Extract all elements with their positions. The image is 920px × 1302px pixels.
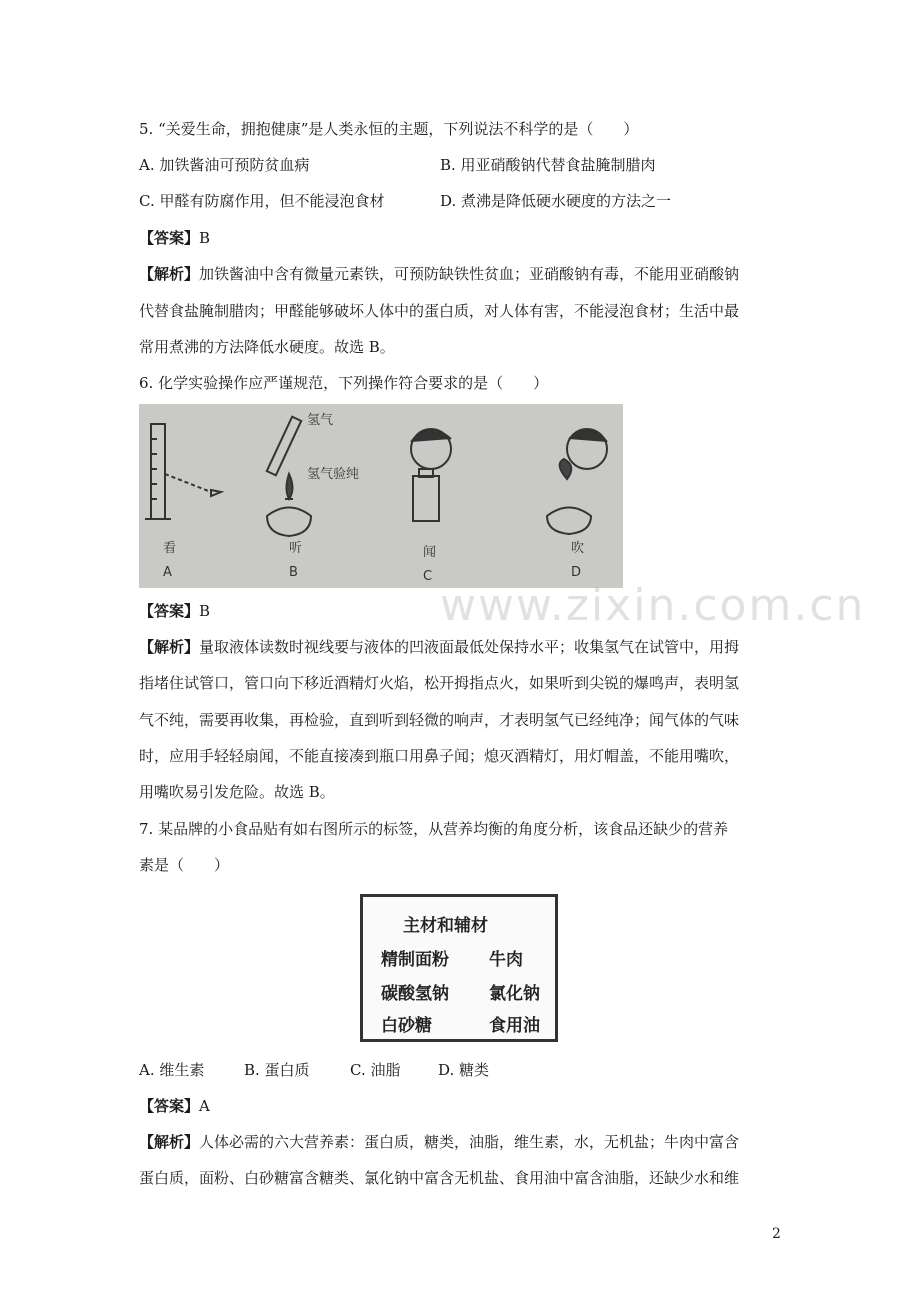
analysis-text: 加铁酱油中含有微量元素铁，可预防缺铁性贫血；亚硝酸钠有毒，不能用亚硝酸钠 <box>199 265 740 283</box>
food-label-item: 牛肉 <box>489 950 523 970</box>
food-label-title: 主材和辅材 <box>403 916 488 936</box>
q5-analysis-line-1 <box>139 263 789 285</box>
q7-option-b: B. 蛋白质 <box>244 1061 310 1079</box>
q6-answer <box>139 600 789 622</box>
q7-answer <box>139 1095 789 1117</box>
q5-option-a: A. 加铁酱油可预防贫血病 <box>139 156 310 174</box>
answer-value: A <box>199 1097 210 1115</box>
q6-analysis-line-4: 时，应用手轻轻扇闻，不能直接凑到瓶口用鼻子闻；熄灭酒精灯，用灯帽盖，不能用嘴吹， <box>139 747 740 765</box>
q5-option-c: C. 甲醛有防腐作用，但不能浸泡食材 <box>139 192 385 210</box>
q7-stem-line-1: 7. 某品牌的小食品贴有如右图所示的标签，从营养均衡的角度分析，该食品还缺少的营养 <box>139 820 729 838</box>
fig-d-letter: D <box>571 565 582 580</box>
graduated-cylinder-icon <box>145 424 221 519</box>
answer-tag: 【答案】 <box>139 229 200 247</box>
fig-d-word: 吹 <box>571 541 585 556</box>
alcohol-lamp-icon <box>267 417 311 536</box>
q7-analysis-line-1 <box>139 1131 789 1153</box>
food-label <box>360 894 558 1042</box>
fig-c-word: 闻 <box>423 545 437 560</box>
answer-value: B <box>199 229 211 247</box>
q5-analysis-line-3: 常用煮沸的方法降低水硬度。故选 B。 <box>139 338 395 356</box>
food-label-item: 食用油 <box>489 1016 540 1036</box>
q7-option-a: A. 维生素 <box>139 1061 205 1079</box>
q7-stem-line-2: 素是（ ） <box>139 856 230 874</box>
answer-tag: 【答案】 <box>139 1097 200 1115</box>
h2-label: 氢气 <box>307 413 334 428</box>
fig-a-letter: A <box>163 565 172 580</box>
food-label-item: 精制面粉 <box>381 950 449 970</box>
person-smelling-icon <box>411 429 451 521</box>
q7-option-d: D. 糖类 <box>438 1061 490 1079</box>
q7-analysis-line-2: 蛋白质，面粉、白砂糖富含糖类、氯化钠中富含无机盐、食用油中富含油脂，还缺少水和维 <box>139 1169 740 1187</box>
h2-test-label: 氢气验纯 <box>307 467 360 482</box>
q6-analysis-line-1 <box>139 636 789 658</box>
q6-analysis-line-5: 用嘴吹易引发危险。故选 B。 <box>139 783 335 801</box>
fig-a-word: 看 <box>163 541 177 556</box>
q5-analysis-line-2: 代替食盐腌制腊肉；甲醛能够破坏人体中的蛋白质，对人体有害，不能浸泡食材；生活中最 <box>139 302 740 320</box>
fig-b-letter: B <box>289 565 298 580</box>
person-blowing-icon <box>547 429 607 534</box>
q6-analysis-line-3: 气不纯，需要再收集，再检验，直到听到轻微的响声，才表明氢气已经纯净；闻气体的气味 <box>139 711 740 729</box>
food-label-item: 碳酸氢钠 <box>381 984 449 1004</box>
experiment-illustration <box>139 404 623 588</box>
fig-b-word: 听 <box>289 541 303 556</box>
q7-option-c: C. 油脂 <box>350 1061 401 1079</box>
food-label-item: 白砂糖 <box>381 1016 432 1036</box>
q6-experiment-figure <box>139 404 623 588</box>
q5-answer <box>139 227 789 249</box>
answer-tag: 【答案】 <box>139 602 200 620</box>
q5-option-d: D. 煮沸是降低硬水硬度的方法之一 <box>440 192 672 210</box>
page-number: 2 <box>772 1226 781 1242</box>
analysis-tag: 【解析】 <box>139 638 200 656</box>
q6-stem: 6. 化学实验操作应严谨规范，下列操作符合要求的是（ ） <box>139 374 549 392</box>
watermark: www.zixin.com.cn <box>440 580 866 631</box>
q6-analysis-line-2: 指堵住试管口，管口向下移近酒精灯火焰，松开拇指点火，如果听到尖锐的爆鸣声，表明氢 <box>139 674 740 692</box>
q5-option-b: B. 用亚硝酸钠代替食盐腌制腊肉 <box>440 156 656 174</box>
analysis-text: 人体必需的六大营养素：蛋白质，糖类，油脂，维生素，水，无机盐；牛肉中富含 <box>199 1133 740 1151</box>
analysis-text: 量取液体读数时视线要与液体的凹液面最低处保持水平；收集氢气在试管中，用拇 <box>199 638 740 656</box>
analysis-tag: 【解析】 <box>139 1133 200 1151</box>
food-label-item: 氯化钠 <box>489 984 540 1004</box>
answer-value: B <box>199 602 211 620</box>
fig-c-letter: C <box>423 569 433 584</box>
q5-stem: 5. “关爱生命，拥抱健康”是人类永恒的主题，下列说法不科学的是（ ） <box>139 120 639 138</box>
analysis-tag: 【解析】 <box>139 265 200 283</box>
